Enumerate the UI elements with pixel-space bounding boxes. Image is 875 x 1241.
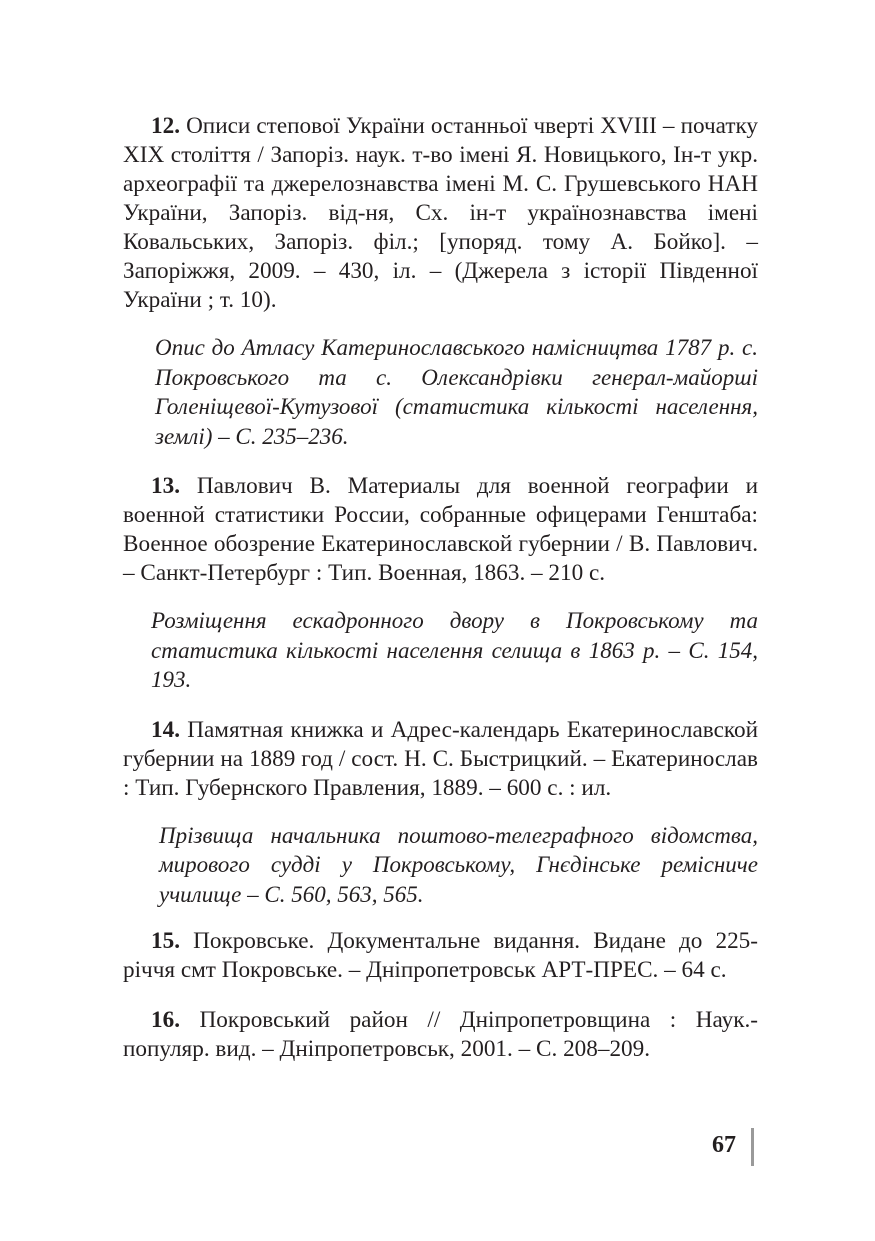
bibliography-entry-12 — [123, 112, 758, 315]
page-number: 67 — [712, 1132, 736, 1158]
page-number-rule — [751, 1128, 754, 1166]
entry-number: 12. — [151, 113, 180, 139]
bibliography-entry-13 — [123, 472, 758, 588]
entry-text: Покровський район // Дніпропетровщина : Наук.-популяр. вид. – Дніпропетровськ, 2001. – С. 208–209. — [123, 1007, 759, 1062]
bibliography-body — [123, 112, 758, 1064]
bibliography-entry-16 — [123, 1006, 758, 1064]
entry-note-12: Опис до Атласу Катеринославського намісництва 1787 р. с. Покровського та с. Олександрівки генерал-майорші Голеніщевої-Кутузової (статистика кількості населення, землі) – С. 235–236. — [155, 335, 758, 449]
entry-number: 16. — [151, 1007, 180, 1033]
entry-number: 13. — [151, 473, 180, 499]
entry-text: Покровське. Документальне видання. Видане до 225-річчя смт Покровське. – Дніпропетровськ АРТ-ПРЕС. – 64 с. — [123, 928, 758, 983]
entry-note-13: Розміщення ескадронного двору в Покровському та статистика кількості населення селища в 1863 р. – С. 154, 193. — [151, 608, 758, 692]
entry-text: Памятная книжка и Адрес-календарь Екатеринославской губернии на 1889 год / сост. Н. С. Быстрицкий. – Екатеринослав : Тип. Губернского Правления, 1889. – 600 с. : ил. — [123, 716, 758, 801]
entry-text: Павлович В. Материалы для военной географии и военной статистики России, собранные офицерами Генштаба: Военное обозрение Екатеринославской губернии / В. Павлович. – Санкт-Петербург : Тип. Военная, 1863. – 210 с. — [123, 473, 759, 586]
entry-number: 15. — [151, 928, 180, 954]
entry-note-14: Прізвища начальника поштово-телеграфного відомства, мирового судді у Покровському, Гнєдінське ремісниче училище – С. 560, 563, 565. — [159, 822, 758, 907]
entry-text: Описи степової України останньої чверті XVIII – початку XIX століття / Запоріз. наук. т-во імені Я. Новицького, Ін-т укр. археографії та джерелознавства імені М. С. Грушевського НАН України, Запоріз. від-ня, Сх. ін-т українознавства імені Ковальських, Запоріз. філ.; [упоряд. тому А. Бойко]. – Запоріжжя, 2009. – 430, іл. – (Джерела з історії Південної України ; т. 10). — [123, 113, 759, 313]
bibliography-entry-14 — [123, 716, 758, 803]
bibliography-entry-15 — [123, 927, 758, 985]
entry-number: 14. — [151, 716, 180, 743]
